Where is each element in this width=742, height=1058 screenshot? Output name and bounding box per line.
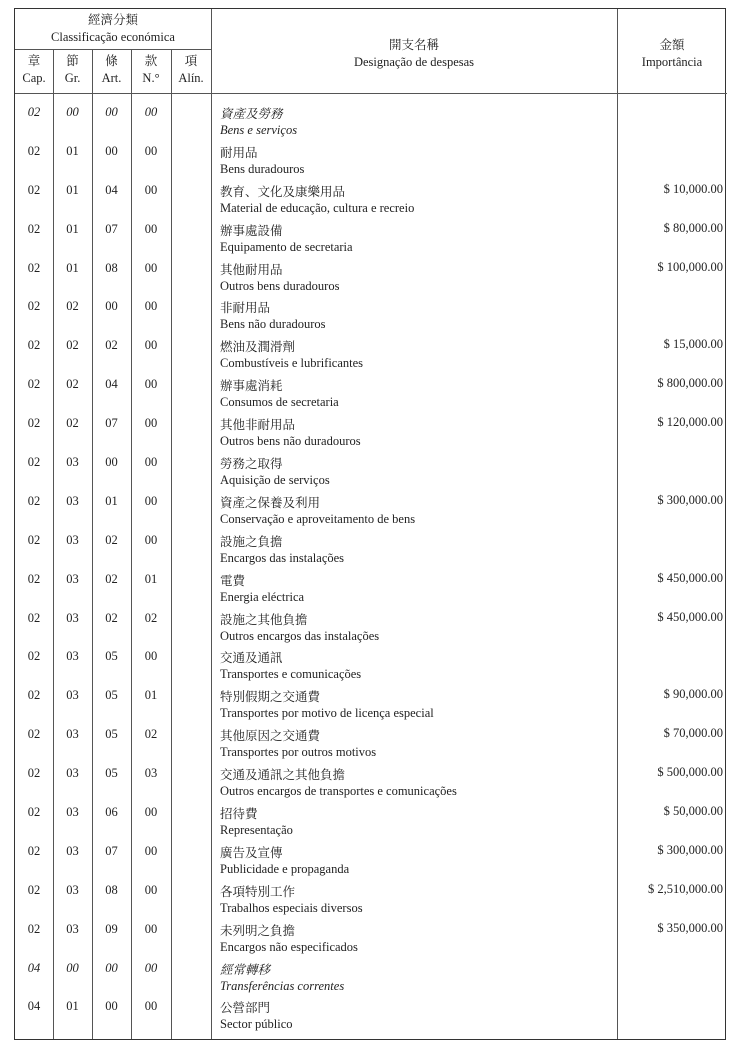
code-cap: 04 [27,999,41,1014]
code-art: 05 [105,688,118,703]
code-n: 00 [144,960,158,975]
code-n: 00 [144,493,158,508]
amount: $ 70,000.00 [663,726,723,741]
designation-pt: Bens e serviços [220,123,298,137]
code-gr: 02 [66,377,79,392]
code-art: 05 [105,727,118,742]
table-row [15,645,727,684]
code-n: 00 [144,338,158,353]
designation-pt: Equipamento de secretaria [220,239,353,254]
table-row [15,257,727,296]
designation-zh: 資產之保養及利用 [220,495,321,510]
code-n: 00 [144,260,158,275]
amount: $ 50,000.00 [663,804,723,819]
code-gr: 01 [66,999,79,1014]
code-cap: 02 [27,921,41,936]
designation-zh: 各項特別工作 [220,884,296,899]
designation-pt: Encargos não especificados [220,939,358,954]
code-n: 00 [144,377,158,392]
code-n: 00 [144,843,158,858]
code-cap: 02 [27,260,41,275]
code-n: 00 [144,649,158,664]
designation-zh: 其他非耐用品 [220,418,296,433]
designation-zh: 燃油及潤滑劑 [220,340,296,355]
amount: $ 350,000.00 [657,920,723,935]
amount: $ 120,000.00 [657,415,723,430]
table-row [15,140,727,179]
code-gr: 03 [66,921,79,936]
divider-classification [15,49,211,50]
amount: $ 15,000.00 [663,337,723,352]
code-cap: 02 [27,338,41,353]
code-gr: 03 [66,571,79,586]
amount-header: 金額 Importância [641,38,703,69]
code-art: 02 [105,532,118,547]
table-row [15,762,727,801]
table-row [15,957,727,996]
code-cap: 02 [27,766,41,781]
code-gr: 02 [66,338,79,353]
designation-pt: Transportes e comunicações [220,667,362,682]
code-gr: 03 [66,882,79,897]
code-gr: 02 [66,299,79,314]
table-row [15,607,727,646]
designation-pt: Publicidade e propaganda [220,861,350,876]
code-cap: 02 [27,571,41,586]
code-n: 03 [144,766,158,781]
code-n: 00 [144,143,158,158]
table-row [15,179,727,218]
designation-pt: Transportes por outros motivos [220,745,377,760]
code-art: 00 [105,105,118,119]
code-gr: 03 [66,727,79,742]
table-row [15,101,727,140]
amount: $ 500,000.00 [657,765,723,780]
designation-zh: 設施之負擔 [220,534,283,549]
designation-pt: Energia eléctrica [220,589,305,604]
designation-pt: Outros encargos das instalações [220,628,380,643]
code-art: 07 [105,221,118,236]
code-n: 00 [144,999,158,1014]
designation-zh: 其他耐用品 [220,262,283,277]
designation-zh: 非耐用品 [220,301,271,316]
code-gr: 01 [66,260,79,275]
code-art: 02 [105,338,118,353]
code-art: 05 [105,649,118,664]
code-n: 00 [144,882,158,897]
code-art: 08 [105,882,118,897]
table-row [15,373,727,412]
designation-pt: Conservação e aproveitamento de bens [220,511,416,526]
code-n: 02 [144,610,158,625]
designation-pt: Outros bens duradouros [220,278,340,293]
table-row [15,801,727,840]
code-cap: 02 [27,377,41,392]
code-art: 05 [105,766,118,781]
table-row [15,684,727,723]
amount: $ 300,000.00 [657,492,723,507]
table-row [15,295,727,334]
code-art: 04 [105,377,118,392]
code-n: 00 [144,182,158,197]
code-art: 00 [105,299,118,314]
code-art: 04 [105,182,118,197]
code-art: 00 [105,143,118,158]
designation-zh: 公營部門 [220,1001,271,1016]
designation-pt: Transferências correntes [220,978,345,993]
code-gr: 03 [66,610,79,625]
table-row [15,334,727,373]
table-row [15,879,727,918]
code-cap: 02 [27,843,41,858]
col-header-n: 款 N.° [142,54,160,85]
table-row [15,723,727,762]
designation-zh: 電費 [220,573,246,588]
code-n: 00 [144,299,158,314]
designation-pt: Material de educação, cultura e recreio [220,200,415,215]
code-cap: 02 [27,532,41,547]
divider-header [15,93,727,94]
amount: $ 80,000.00 [663,220,723,235]
code-art: 02 [105,571,118,586]
code-gr: 01 [66,143,79,158]
code-art: 07 [105,843,118,858]
col-header-gr: 節 Gr. [64,54,81,85]
code-gr: 01 [66,221,79,236]
code-art: 06 [105,805,118,820]
designation-pt: Combustíveis e lubrificantes [220,356,364,371]
code-gr: 03 [66,766,79,781]
designation-zh: 廣告及宣傳 [220,845,283,860]
code-art: 02 [105,610,118,625]
designation-zh: 設施之其他負擔 [220,612,308,627]
code-cap: 02 [27,727,41,742]
amount: $ 10,000.00 [663,181,723,196]
designation-zh: 辦事處設備 [220,223,283,238]
code-n: 00 [144,221,158,236]
amount: $ 100,000.00 [657,259,723,274]
code-art: 08 [105,260,118,275]
designation-pt: Bens não duradouros [220,317,326,332]
designation-zh: 交通及通訊之其他負擔 [220,768,346,783]
code-n: 00 [144,416,158,431]
code-n: 00 [144,921,158,936]
budget-table [14,8,726,1040]
code-art: 07 [105,416,118,431]
code-gr: 03 [66,843,79,858]
code-gr: 00 [66,960,79,975]
designation-zh: 經常轉移 [220,962,271,977]
code-art: 01 [105,493,118,508]
code-n: 00 [144,805,158,820]
code-art: 00 [105,455,118,470]
code-gr: 03 [66,688,79,703]
code-cap: 02 [27,610,41,625]
designation-pt: Representação [220,823,293,838]
col-header-alin: 項 Alín. [178,54,204,85]
table-row [15,490,727,529]
designation-zh: 資產及勞務 [220,107,283,121]
code-n: 00 [144,455,158,470]
code-n: 02 [144,727,158,742]
designation-pt: Encargos das instalações [220,550,345,565]
code-cap: 02 [27,416,41,431]
table-row [15,218,727,257]
designation-pt: Consumos de secretaria [220,395,339,410]
designation-zh: 辦事處消耗 [220,379,283,394]
code-cap: 02 [27,221,41,236]
code-gr: 01 [66,182,79,197]
designation-pt: Aquisição de serviços [220,473,330,488]
classification-pt: Classificação económica [51,30,175,44]
code-art: 00 [105,960,118,975]
col-header-art: 條 Art. [101,54,122,85]
designation-zh: 其他原因之交通費 [220,729,321,744]
code-gr: 03 [66,805,79,820]
amount: $ 800,000.00 [657,376,723,391]
amount: $ 2,510,000.00 [648,881,723,896]
amount: $ 90,000.00 [663,687,723,702]
code-gr: 03 [66,649,79,664]
code-n: 01 [144,688,158,703]
code-gr: 03 [66,493,79,508]
table-row [15,568,727,607]
code-n: 00 [144,105,158,119]
table-row [15,529,727,568]
designation-zh: 未列明之負擔 [220,923,296,938]
code-cap: 02 [27,105,41,119]
code-cap: 02 [27,882,41,897]
amount: $ 300,000.00 [657,842,723,857]
col-header-cap: 章 Cap. [22,54,46,85]
amount: $ 450,000.00 [657,609,723,624]
designation-zh: 招待費 [220,807,258,822]
code-gr: 03 [66,455,79,470]
designation-header: 開支名稱 Designação de despesas [353,38,475,69]
table-row [15,918,727,957]
code-cap: 02 [27,299,41,314]
table-row [15,412,727,451]
classification-zh: 經濟分類 [87,13,138,27]
designation-zh: 耐用品 [220,145,258,160]
code-cap: 02 [27,455,41,470]
code-gr: 03 [66,532,79,547]
table-row [15,451,727,490]
code-cap: 02 [27,649,41,664]
table-row [15,840,727,879]
designation-zh: 勞務之取得 [220,457,283,472]
designation-pt: Bens duradouros [220,161,305,176]
code-gr: 00 [66,105,79,119]
code-cap: 02 [27,688,41,703]
code-n: 00 [144,532,158,547]
code-cap: 02 [27,143,41,158]
code-n: 01 [144,571,158,586]
table-row [15,995,727,1034]
code-art: 00 [105,999,118,1014]
designation-pt: Outros bens não duradouros [220,434,361,449]
code-cap: 02 [27,182,41,197]
classification-header [15,12,211,46]
table-body [15,101,727,1034]
designation-zh: 交通及通訊 [220,651,283,666]
code-gr: 02 [66,416,79,431]
designation-zh: 特別假期之交通費 [220,690,321,705]
designation-pt: Transportes por motivo de licença especial [220,706,434,721]
code-cap: 02 [27,493,41,508]
designation-pt: Sector público [220,1017,293,1032]
amount: $ 450,000.00 [657,570,723,585]
code-art: 09 [105,921,118,936]
designation-zh: 教育、文化及康樂用品 [220,184,346,199]
designation-pt: Trabalhos especiais diversos [220,900,363,915]
designation-pt: Outros encargos de transportes e comunicações [220,784,457,799]
code-cap: 02 [27,805,41,820]
code-cap: 04 [27,960,41,975]
